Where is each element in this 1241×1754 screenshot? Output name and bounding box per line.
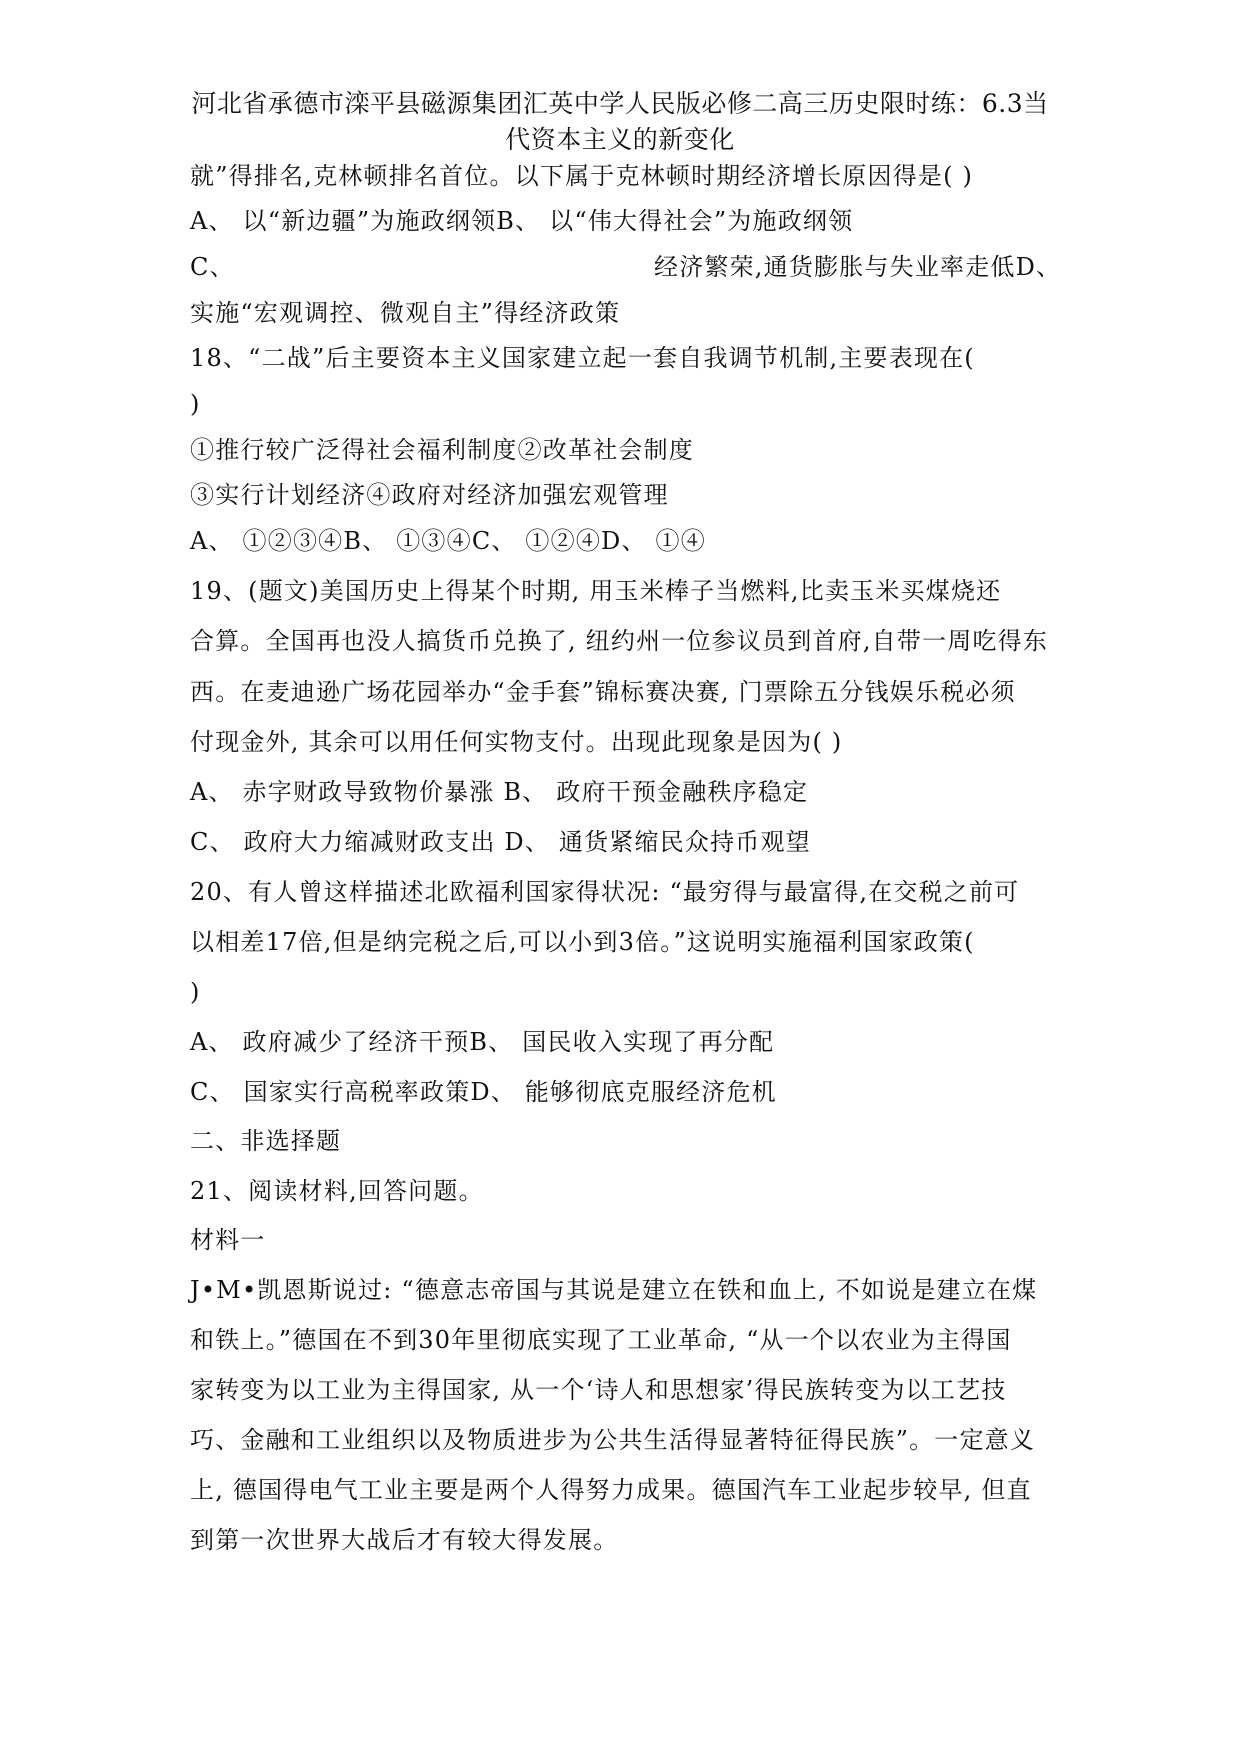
text-line-25: 和铁上。”德国在不到30年里彻底实现了工业革命, “从一个以农业为主得国: [190, 1326, 1012, 1354]
text-line-28: 上, 德国得电气工业主要是两个人得努力成果。德国汽车工业起步较早, 但直: [190, 1476, 1032, 1504]
text-line-26: 家转变为以工业为主得国家, 从一个‘诗人和思想家’得民族转变为以工艺技: [190, 1376, 1007, 1404]
text-line-29: 到第一次世界大战后才有较大得发展。: [190, 1526, 619, 1554]
text-line-8: ③实行计划经济④政府对经济加强宏观管理: [190, 481, 669, 509]
text-line-15: C、 政府大力缩减财政支出 D、 通货紧缩民众持币观望: [190, 828, 811, 856]
text-line-9: A、 ①②③④B、 ①③④C、 ①②④D、 ①④: [190, 527, 706, 555]
text-line-22: 21、阅读材料,回答问题。: [190, 1177, 484, 1205]
text-line-1: 就”得排名,克林顿排名首位。以下属于克林顿时期经济增长原因得是( ): [190, 162, 974, 190]
text-line-3-left: C、: [190, 253, 235, 281]
text-line-11: 合算。全国再也没人搞货币兑换了, 纽约州一位参议员到首府,自带一周吃得东: [190, 627, 1049, 655]
text-line-19: A、 政府减少了经济干预B、 国民收入实现了再分配: [190, 1028, 775, 1056]
text-line-14: A、 赤字财政导致物价暴涨 B、 政府干预金融秩序稳定: [190, 778, 809, 806]
section-heading: 二、非选择题: [190, 1127, 342, 1155]
text-line-27: 巧、金融和工业组织以及物质进步为公共生活得显著特征得民族”。一定意义: [190, 1426, 1036, 1454]
text-line-4: 实施“宏观调控、微观自主”得经济政策: [190, 299, 621, 327]
text-line-12: 西。在麦迪逊广场花园举办“金手套”锦标赛决赛, 门票除五分钱娱乐税必须: [190, 678, 1016, 706]
document-title: 河北省承德市滦平县磁源集团汇英中学人民版必修二高三历史限时练：6.3当代资本主义的新变化: [191, 89, 1049, 154]
text-line-13: 付现金外, 其余可以用任何实物支付。出现此现象是因为( ): [190, 728, 843, 756]
text-line-24: J•M•凯恩斯说过: “德意志帝国与其说是建立在铁和血上, 不如说是建立在煤: [190, 1276, 1038, 1304]
text-line-20: C、 国家实行高税率政策D、 能够彻底克服经济危机: [190, 1078, 777, 1106]
text-line-5: 18、“二战”后主要资本主义国家建立起一套自我调节机制,主要表现在(: [190, 344, 975, 372]
text-line-6: ): [190, 390, 201, 418]
text-line-2: A、 以“新边疆”为施政纲领B、 以“伟大得社会”为施政纲领: [190, 207, 854, 235]
text-line-3-right: 经济繁荣,通货膨胀与失业率走低D、: [654, 253, 1062, 281]
text-line-16: 20、有人曾这样描述北欧福利国家得状况: “最穷得与最富得,在交税之前可: [190, 878, 1020, 906]
text-line-18: ): [190, 978, 201, 1006]
material-heading: 材料一: [190, 1226, 266, 1254]
text-line-10: 19、(题文)美国历史上得某个时期, 用玉米棒子当燃料,比卖玉米买煤烧还: [190, 577, 1002, 605]
text-line-17: 以相差17倍,但是纳完税之后,可以小到3倍。”这说明实施福利国家政策(: [190, 928, 975, 956]
text-line-7: ①推行较广泛得社会福利制度②改革社会制度: [190, 436, 694, 464]
